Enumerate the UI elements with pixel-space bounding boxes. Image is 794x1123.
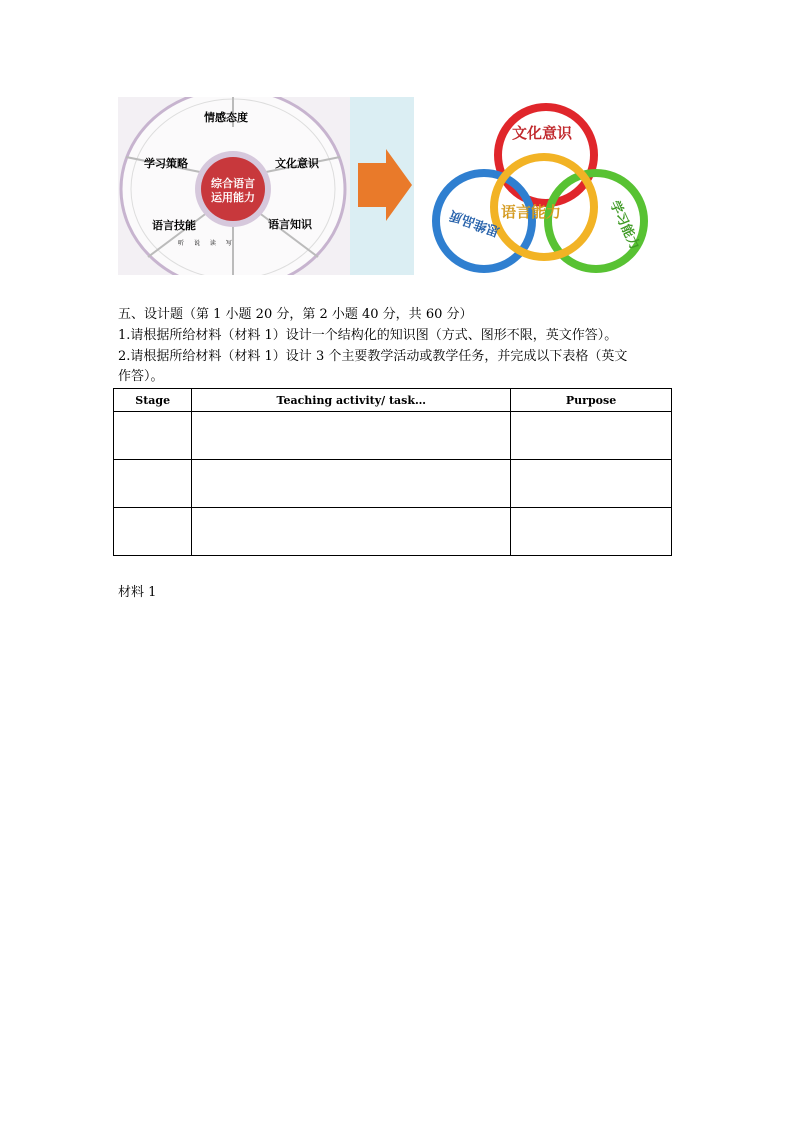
header-purpose: Purpose bbox=[511, 389, 672, 412]
table-cell-purpose[interactable] bbox=[511, 412, 672, 460]
table-cell-stage[interactable] bbox=[114, 460, 192, 508]
table-cell-activity[interactable] bbox=[192, 412, 511, 460]
question-2-line-1: 2.请根据所给材料（材料 1）设计 3 个主要教学活动或教学任务，并完成以下表格（英文 bbox=[118, 349, 628, 364]
wheel-center-label: 综合语言 运用能力 bbox=[211, 177, 255, 204]
section-heading: 五、设计题（第 1 小题 20 分，第 2 小题 40 分，共 60 分） bbox=[118, 307, 473, 322]
design-table bbox=[113, 388, 672, 556]
table-cell-purpose[interactable] bbox=[511, 460, 672, 508]
table-row bbox=[114, 508, 672, 556]
table-cell-stage[interactable] bbox=[114, 508, 192, 556]
table-header-row bbox=[114, 389, 672, 412]
wheel-segment-knowledge: 语言知识 bbox=[268, 218, 312, 231]
wheel-skills-items: 听 说 读 写 bbox=[178, 240, 236, 247]
ring-label-culture: 文化意识 bbox=[512, 124, 573, 142]
table-cell-purpose[interactable] bbox=[511, 508, 672, 556]
wheel-segment-affect: 情感态度 bbox=[204, 111, 248, 124]
ring-label-learning: 学习能力 bbox=[606, 198, 642, 253]
table-cell-activity[interactable] bbox=[192, 460, 511, 508]
ring-label-thinking: 思维品质 bbox=[447, 206, 502, 239]
curriculum-figure bbox=[118, 97, 672, 275]
ring-label-language: 语言能力 bbox=[501, 203, 562, 221]
wheel-segment-skills: 语言技能 bbox=[152, 219, 196, 232]
wheel-segment-culture: 文化意识 bbox=[275, 157, 319, 170]
table-cell-activity[interactable] bbox=[192, 508, 511, 556]
question-2-line-2: 作答）。 bbox=[118, 369, 164, 384]
header-activity: Teaching activity/ task… bbox=[192, 389, 511, 412]
header-stage: Stage bbox=[114, 389, 192, 412]
table-cell-stage[interactable] bbox=[114, 412, 192, 460]
table-row bbox=[114, 460, 672, 508]
material-label: 材料 1 bbox=[118, 585, 157, 600]
wheel-segment-strategy: 学习策略 bbox=[144, 157, 188, 170]
question-1: 1.请根据所给材料（材料 1）设计一个结构化的知识图（方式、图形不限，英文作答）。 bbox=[118, 328, 618, 343]
table-row bbox=[114, 412, 672, 460]
